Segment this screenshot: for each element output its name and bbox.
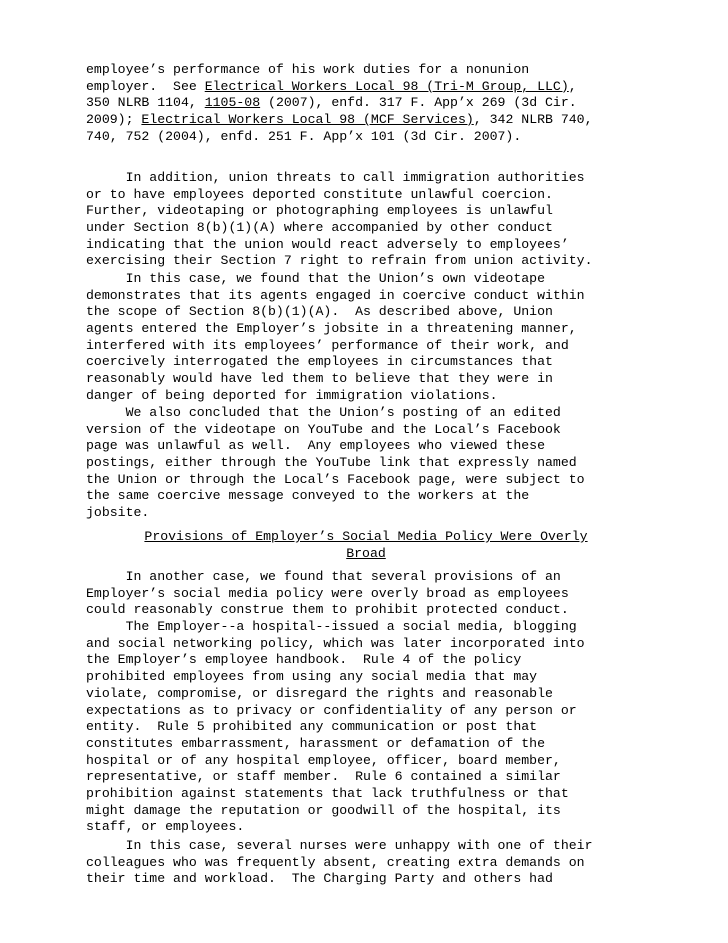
text-segment: Further, videotaping or photographing employees is unlawful: [86, 203, 553, 219]
text-segment: prohibited employees from using any social media that may: [86, 669, 538, 685]
text-segment: demonstrates that its agents engaged in coercive conduct within: [86, 287, 585, 303]
paragraph-videotape: [86, 271, 646, 405]
text-segment: 350 NLRB 1104,: [86, 95, 205, 111]
text-line: [86, 271, 646, 288]
text-segment: coercively interrogated the employees in circumstances that: [86, 354, 553, 370]
text-line: [86, 652, 646, 669]
text-segment: danger of being deported for immigration violations.: [86, 387, 498, 403]
text-line: [86, 237, 646, 254]
section-heading-line-2: Broad: [346, 545, 386, 561]
text-line: [86, 669, 646, 686]
text-line: [86, 220, 646, 237]
text-segment: or to have employees deported constitute unlawful coercion.: [86, 186, 553, 202]
text-line: [86, 354, 646, 371]
text-segment: their time and workload. The Charging Party and others had: [86, 871, 553, 887]
paragraph-youtube-posting: [86, 405, 646, 522]
text-segment: the same coercive message conveyed to the workers at the: [86, 488, 530, 504]
text-line: [86, 819, 646, 836]
text-segment: under Section 8(b)(1)(A) where accompanied by other conduct: [86, 220, 553, 236]
text-segment: expectations as to privacy or confidentiality of any person or: [86, 702, 577, 718]
text-segment: employer. See: [86, 78, 205, 94]
text-segment: prohibition against statements that lack truthfulness or that: [86, 785, 569, 801]
text-line: [86, 405, 646, 422]
text-line: [86, 455, 646, 472]
text-segment: postings, either through the YouTube link that expressly named: [86, 455, 577, 471]
text-segment: representative, or staff member. Rule 6 contained a similar: [86, 769, 561, 785]
text-line: [86, 619, 646, 636]
paragraph-social-media-policy: [86, 569, 646, 836]
text-segment: version of the videotape on YouTube and the Local’s Facebook: [86, 421, 561, 437]
text-segment: ,: [568, 78, 577, 94]
text-segment: In this case, we found that the Union’s own videotape: [86, 271, 545, 286]
text-segment: jobsite.: [86, 505, 150, 521]
text-line: [86, 803, 646, 820]
section-heading-line-1: Provisions of Employer’s Social Media Policy Were Overly: [144, 529, 588, 544]
text-segment: page was unlawful as well. Any employees who viewed these: [86, 438, 545, 454]
text-segment: the Employer’s employee handbook. Rule 4 of the policy: [86, 652, 522, 668]
section-heading: [86, 529, 646, 562]
text-line: [86, 769, 646, 786]
text-line: [86, 203, 646, 220]
text-line: [86, 505, 646, 522]
text-line: [86, 488, 646, 505]
text-segment: entity. Rule 5 prohibited any communication or post that: [86, 719, 538, 735]
text-segment: The Employer--a hospital--issued a social media, blogging: [86, 619, 577, 635]
case-citation: Electrical Workers Local 98 (Tri-M Group, LLC): [204, 78, 569, 94]
text-segment: reasonably would have led them to believe that they were in: [86, 371, 553, 387]
text-line: [86, 95, 646, 112]
paragraph-threats: [86, 170, 646, 270]
paragraph-nurses: [86, 838, 646, 888]
text-line: [86, 753, 646, 770]
text-segment: (2007), enfd. 317 F. App’x 269 (3d Cir.: [260, 95, 577, 111]
text-line: [86, 187, 646, 204]
text-segment: We also concluded that the Union’s posting of an edited: [86, 405, 561, 420]
text-line: [86, 703, 646, 720]
text-segment: and social networking policy, which was later incorporated into: [86, 635, 585, 651]
text-line: [86, 112, 646, 129]
text-line: [86, 472, 646, 489]
text-segment: violate, compromise, or disregard the rights and reasonable: [86, 685, 553, 701]
text-segment: 2009);: [86, 112, 142, 128]
text-line: [86, 79, 646, 96]
text-segment: In addition, union threats to call immigration authorities: [86, 170, 585, 185]
text-segment: interfered with its employees’ performance of their work, and: [86, 337, 569, 353]
text-segment: might damage the reputation or goodwill of the hospital, its: [86, 802, 561, 818]
text-segment: In this case, several nurses were unhappy with one of their: [86, 838, 593, 853]
text-line: [86, 304, 646, 321]
text-segment: indicating that the union would react adversely to employees’: [86, 236, 569, 252]
text-segment: agents entered the Employer’s jobsite in a threatening manner,: [86, 321, 577, 337]
text-line: [86, 586, 646, 603]
text-line: [86, 871, 646, 888]
text-segment: hospital or of any hospital employee, officer, board member,: [86, 752, 561, 768]
text-segment: constitutes embarrassment, harassment or defamation of the: [86, 735, 545, 751]
text-line: [86, 438, 646, 455]
text-line: [86, 62, 646, 79]
text-line: [86, 170, 646, 187]
text-segment: the scope of Section 8(b)(1)(A). As described above, Union: [86, 304, 553, 320]
text-line: [86, 129, 646, 146]
text-line: [86, 636, 646, 653]
text-segment: staff, or employees.: [86, 819, 245, 835]
text-line: [86, 338, 646, 355]
text-segment: In another case, we found that several provisions of an: [86, 569, 561, 584]
text-line: [86, 422, 646, 439]
case-citation: Electrical Workers Local 98 (MCF Services): [141, 112, 474, 128]
text-line: [86, 855, 646, 872]
text-line: [86, 786, 646, 803]
text-segment: , 342 NLRB 740,: [473, 112, 593, 128]
text-line: [86, 388, 646, 405]
text-segment: the Union or through the Local’s Facebook page, were subject to: [86, 471, 585, 487]
text-segment: 740, 752 (2004), enfd. 251 F. App’x 101 (3d Cir. 2007).: [86, 128, 522, 144]
text-line: [86, 602, 646, 619]
paragraph-citations: [86, 62, 646, 145]
text-line: [86, 288, 646, 305]
text-segment: exercising their Section 7 right to refrain from union activity.: [86, 253, 593, 269]
text-segment: colleagues who was frequently absent, creating extra demands on: [86, 854, 585, 870]
case-citation: 1105-08: [204, 95, 261, 111]
text-line: [86, 253, 646, 270]
text-line: [86, 838, 646, 855]
text-line: [86, 736, 646, 753]
text-line: [86, 719, 646, 736]
text-segment: could reasonably construe them to prohibit protected conduct.: [86, 602, 569, 618]
text-segment: employee’s performance of his work duties for a nonunion: [86, 62, 530, 77]
text-line: [86, 569, 646, 586]
text-line: [86, 371, 646, 388]
text-line: [86, 686, 646, 703]
text-segment: Employer’s social media policy were overly broad as employees: [86, 585, 569, 601]
text-line: [86, 321, 646, 338]
